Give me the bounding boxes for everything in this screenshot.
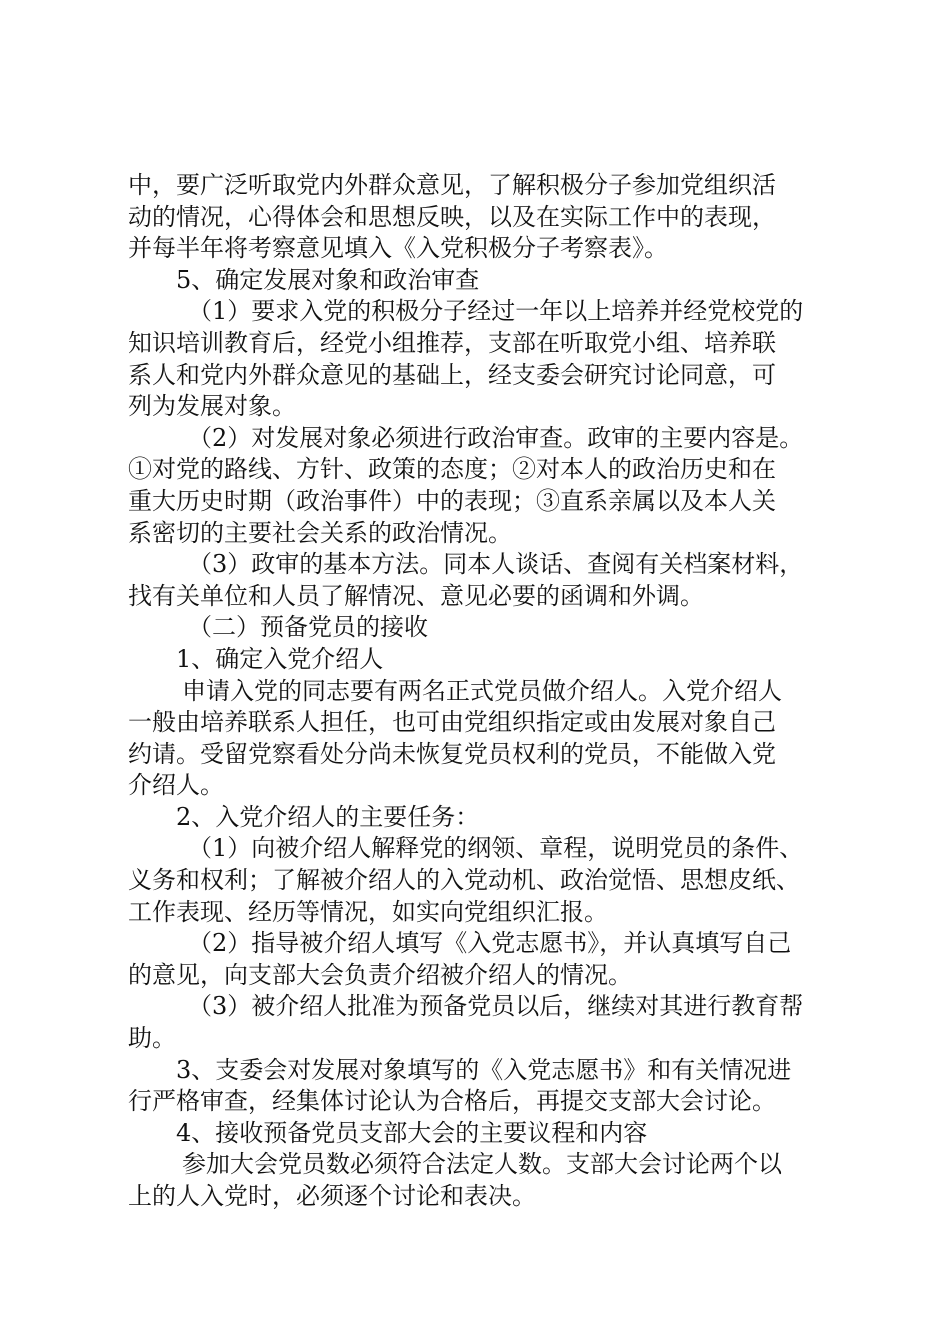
body-line: 介绍人。 (128, 771, 224, 800)
body-line: （3）被介绍人批准为预备党员以后，继续对其进行教育帮 (188, 992, 804, 1021)
body-line: （1）向被介绍人解释党的纲领、章程，说明党员的条件、 (188, 834, 804, 863)
body-line: 找有关单位和人员了解情况、意见必要的函调和外调。 (128, 581, 704, 610)
body-line: 行严格审查，经集体讨论认为合格后，再提交支部大会讨论。 (128, 1087, 776, 1116)
body-line: 上的人入党时，必须逐个讨论和表决。 (128, 1182, 536, 1210)
body-line: 重大历史时期（政治事件）中的表现；③直系亲属以及本人关 (128, 486, 776, 515)
body-line: 动的情况，心得体会和思想反映，以及在实际工作中的表现， (128, 202, 776, 231)
body-line: 系密切的主要社会关系的政治情况。 (128, 518, 512, 547)
section-heading: 2、入党介绍人的主要任务： (176, 802, 480, 831)
body-line: （3）政审的基本方法。同本人谈话、查阅有关档案材料， (188, 550, 804, 579)
body-line: 列为发展对象。 (128, 392, 296, 421)
body-line: 申请入党的同志要有两名正式党员做介绍人。入党介绍人 (182, 676, 782, 705)
body-line: （2）指导被介绍人填写《入党志愿书》，并认真填写自己 (188, 929, 792, 958)
body-line: ①对党的路线、方针、政策的态度；②对本人的政治历史和在 (128, 455, 776, 484)
document-body (128, 170, 838, 1213)
body-line: 知识培训教育后，经党小组推荐，支部在听取党小组、培养联 (128, 328, 776, 357)
section-heading: 5、确定发展对象和政治审查 (176, 265, 480, 294)
section-heading: 1、确定入党介绍人 (176, 644, 384, 673)
body-line: 约请。受留党察看处分尚未恢复党员权利的党员，不能做入党 (128, 739, 776, 768)
body-line: （1）要求入党的积极分子经过一年以上培养并经党校党的 (188, 297, 804, 326)
body-line: 工作表现、经历等情况，如实向党组织汇报。 (128, 897, 608, 926)
body-line: 并每半年将考察意见填入《入党积极分子考察表》。 (128, 234, 668, 263)
body-line: 助。 (128, 1024, 176, 1053)
body-line: 参加大会党员数必须符合法定人数。支部大会讨论两个以 (182, 1150, 782, 1179)
body-line: 中，要广泛听取党内外群众意见，了解积极分子参加党组织活 (128, 171, 776, 199)
section-heading: 4、接收预备党员支部大会的主要议程和内容 (176, 1118, 648, 1147)
body-line: 系人和党内外群众意见的基础上，经支委会研究讨论同意，可 (128, 360, 776, 389)
body-line: 的意见，向支部大会负责介绍被介绍人的情况。 (128, 960, 632, 989)
body-line: 义务和权利；了解被介绍人的入党动机、政治觉悟、思想皮纸、 (128, 866, 800, 895)
body-line: （2）对发展对象必须进行政治审查。政审的主要内容是。 (188, 423, 804, 452)
section-heading: 3、支委会对发展对象填写的《入党志愿书》和有关情况进 (176, 1055, 792, 1084)
section-heading: （二）预备党员的接收 (188, 613, 428, 642)
body-line: 一般由培养联系人担任，也可由党组织指定或由发展对象自己 (128, 708, 776, 737)
